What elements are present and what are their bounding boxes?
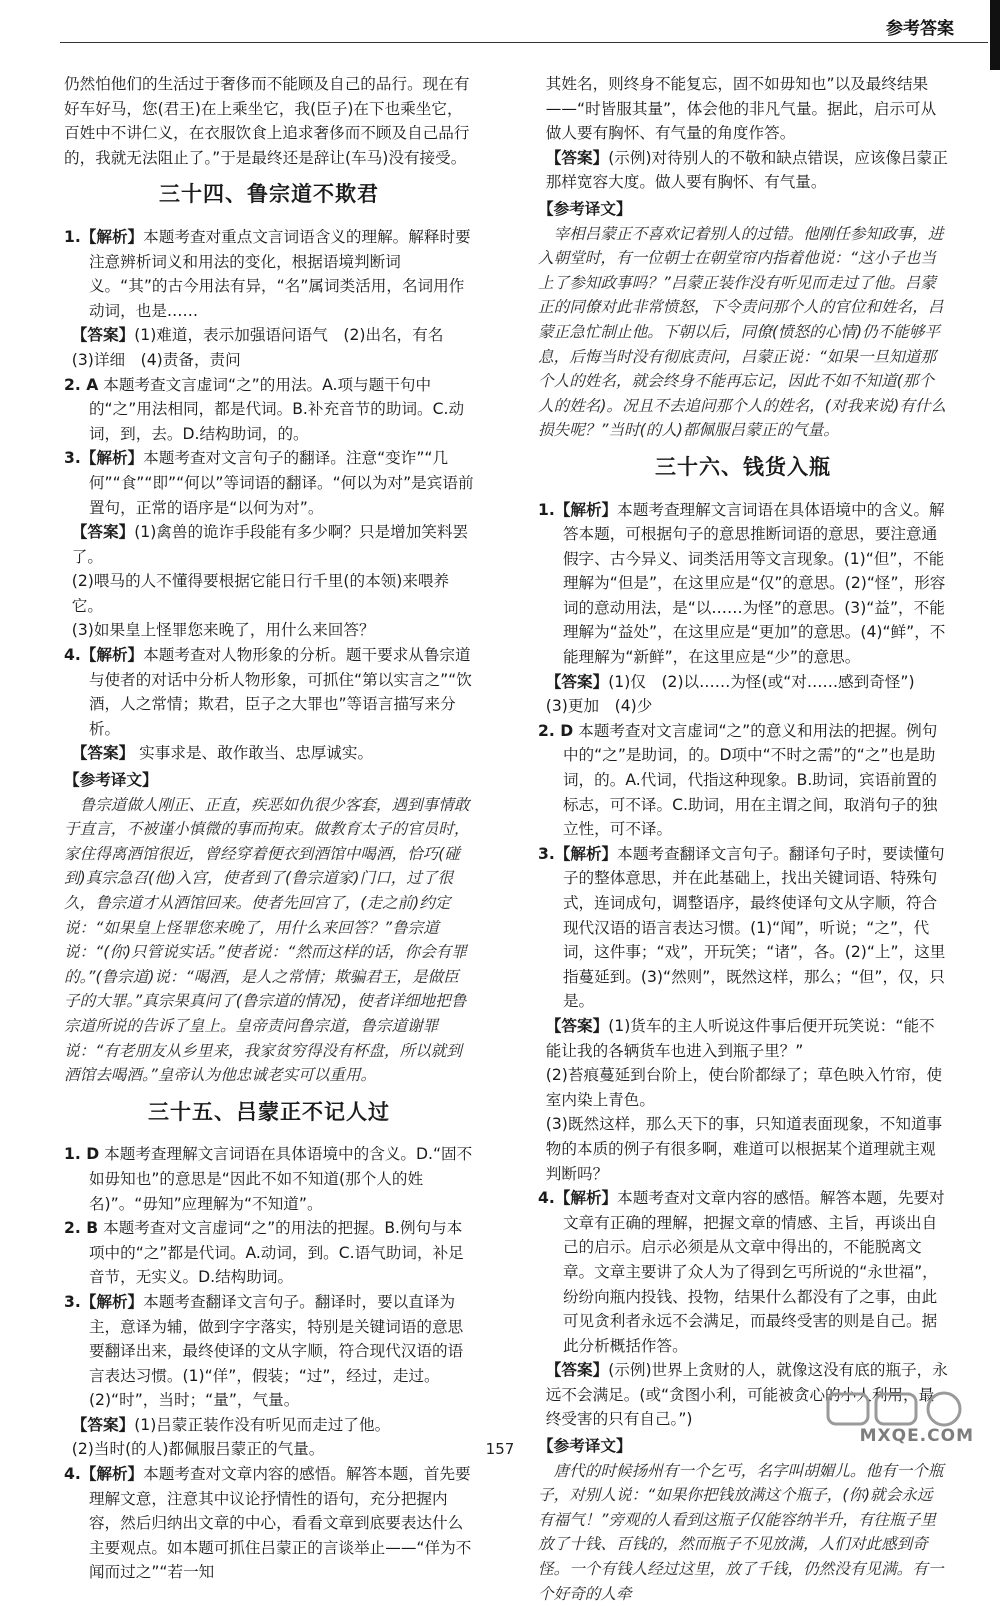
s35-q4-answer: [538, 146, 948, 195]
s36-q3-tag: 3.【解析】: [538, 844, 618, 863]
section-36-title: 三十六、钱货入瓶: [655, 454, 831, 479]
s36-q1-tag: 1.【解析】: [538, 500, 618, 519]
s34-q3-answer-3: (3)如果皇上怪罪您来晚了，用什么来回答？: [71, 621, 375, 640]
watermark-logo: [820, 1390, 980, 1448]
answer-text: 实事求是、敢作敢当、忠厚诚实。: [139, 744, 374, 763]
s35-translation: 宰相吕蒙正不喜欢记着别人的过错。他刚任参知政事，进入朝堂时，有一位朝士在朝堂帘内指着他说：“这小子也当上了参知政事吗？”吕蒙正装作没有听见而走过了他。吕蒙正的同僚对此非常愤怒，下令责问那个人的官位和姓名，吕蒙正急忙制止他。下朝以后，同僚(愤怒的心情)仍不能够平息，后悔当时没有彻底责问，吕蒙正说：“如果一旦知道那个人的姓名，就会终身不能再忘记，因此不如不知道(那个人的姓名)。况且不去追问那个人的姓名，(对我来说)有什么损失呢？”当时(的人)都佩服吕蒙正的气量。: [538, 224, 947, 440]
s35-translation-tag: 【参考译文】: [538, 199, 632, 218]
s35-q1-tag: 1. D: [64, 1145, 100, 1164]
carryover-paragraph: 仍然怕他们的生活过于奢侈而不能顾及自己的品行。现在有好车好马，您(君王)在上乘坐它，我(臣子)在下也乘坐它，百姓中不讲仁义，在衣服饮食上追求奢侈而不顾及自己品行的，我就无法阻止了。”于是最终还是辞让(车马)没有接受。: [64, 75, 470, 167]
s34-q1-answer-cont: (3)详细 (4)责备，责问: [71, 350, 241, 369]
s36-q4-tag: 4.【解析】: [538, 1189, 618, 1208]
s36-q2-text: 本题考查对文言虚词“之”的意义和用法的把握。例句中的“之”是助词，的。D项中“不时之需”的“之”也是助词，的。A.代词，代指这种现象。B.助词，宾语前置的标志，可不译。C.助词，用在主谓之间，取消句子的独立性，可不译。: [562, 721, 938, 839]
header-label: 参考答案: [886, 19, 954, 39]
s34-q2-tag: 2. A: [64, 375, 99, 394]
s36-q3-answer-2: (2)苔痕蔓延到台阶上，使台阶都绿了；草色映入竹帘，使室内染上青色。: [545, 1066, 943, 1109]
s34-q4: [64, 643, 474, 741]
s36-q1-text: 本题考查理解文言词语在具体语境中的含义。解答本题，可根据句子的意思推断词语的意思，要注意通假字、古今异义、词类活用等文言现象。(1)“但”，不能理解为“但是”，在这里应是“仅”的意思。(2)“怪”，形容词的意动用法，是“以……为怪”的意思。(3)“益”，不能理解为“益处”，在这里应是“更加”的意思。(4)“鲜”，不能理解为“新鲜”，在这里应是“少”的意思。: [562, 500, 946, 667]
s36-q3-text: 本题考查翻译文言句子。翻译句子时，要读懂句子的整体意思，并在此基础上，找出关键词语、特殊句式，连词成句，调整语序，最终使译句文从字顺，符合现代汉语的语言表达习惯。(1)“闻”，听说；“之”，代词，这件事；“戏”，开玩笑；“诸”，各。(2)“上”，这里指蔓延到。(3)“然则”，既然这样，那么；“但”，仅，只是。: [562, 844, 946, 1011]
s34-q3-answer: [64, 520, 474, 569]
s34-q1-tag: 1.【解析】: [64, 227, 144, 246]
answer-text: (1)货车的主人听说这件事后便开玩笑说：“能不能让我的各辆货车也进入到瓶子里？”: [545, 1016, 935, 1060]
s34-q1: [64, 225, 474, 323]
left-column: [64, 72, 474, 1585]
s35-q1-text: 本题考查理解文言词语在具体语境中的含义。D.“固不如毋知也”的意思是“因此不如不知道(那个人的姓名)”。“毋知”应理解为“不知道”。: [88, 1145, 473, 1213]
s35-q4-text: 本题考查对文章内容的感悟。解答本题，首先要理解文意，注意其中议论抒情性的语句，充分把握内容，然后归纳出文章的中心，看看文章到底要表达什么主要观点。如本题可抓住吕蒙正的言谈举止——“佯为不闻而过之”“若一知: [88, 1465, 472, 1582]
s36-q2: [538, 719, 948, 842]
page-edge-tab: [990, 0, 1000, 70]
s34-translation-tag: 【参考译文】: [64, 771, 158, 790]
s36-translation: 唐代的时候扬州有一个乞丐，名字叫胡媚儿。他有一个瓶子，对别人说：“如果你把钱放满这个瓶子，(你)就会永远有福气！”旁观的人看到这瓶子仅能容纳半升，有往瓶子里放了十钱、百钱的，然而瓶子不见放满，人们对此感到奇怪。一个有钱人经过这里，放了千钱，仍然没有见满。有一个好奇的人牵: [538, 1461, 944, 1603]
answer-tag: 【答案】: [71, 523, 135, 542]
s36-q3-answer: [538, 1014, 948, 1063]
s35-q3-tag: 3.【解析】: [64, 1292, 144, 1311]
s34-q3-tag: 3.【解析】: [64, 449, 144, 468]
s35-q2-tag: 2. B: [64, 1219, 99, 1238]
answer-tag: 【答案】: [545, 672, 609, 691]
answer-tag: 【答案】: [545, 148, 609, 167]
s35-q4-tag: 4.【解析】: [64, 1465, 144, 1484]
s34-q2: [64, 373, 474, 447]
s36-q4-text: 本题考查对文章内容的感悟。解答本题，先要对文章有正确的理解，把握文章的情感、主旨，再谈出自己的启示。启示必须是从文章中得出的，不能脱离文章。文章主要讲了众人为了得到乞丐所说的“永世福”，纷纷向瓶内投钱、投物，结果什么都没有了之事，由此可见贪利者永远不会满足，而最终受害的则是自己。据此分析概括作答。: [562, 1189, 945, 1355]
answer-tag: 【答案】: [545, 1361, 609, 1380]
s35-q3-answer-2: (2)当时(的人)都佩服吕蒙正的气量。: [71, 1440, 325, 1459]
section-35-title: 三十五、吕蒙正不记人过: [148, 1099, 390, 1124]
answer-tag: 【答案】: [71, 1415, 135, 1434]
s36-q3: [538, 842, 948, 1014]
s34-q4-answer: [64, 741, 474, 766]
s34-q4-tag: 4.【解析】: [64, 646, 144, 665]
s34-q3: [64, 446, 474, 520]
s35-q3-text: 本题考查翻译文言句子。翻译时，要以直译为主，意译为辅，做到字字落实，特别是关键词语的意思要翻译出来，最终使译的文从字顺，符合现代汉语的语言表达习惯。(1)“佯”，假装；“过”，经过，走过。(2)“时”，当时；“量”，气量。: [88, 1292, 464, 1410]
answer-text: (1)吕蒙正装作没有听见而走过了他。: [134, 1415, 391, 1434]
answer-text: (1)仅 (2)以……为怪(或“对……感到奇怪”): [608, 672, 915, 691]
answer-text: (1)禽兽的诡诈手段能有多少啊？只是增加笑料罢了。: [71, 523, 469, 566]
s35-q3: [64, 1290, 474, 1413]
answer-tag: 【答案】: [71, 744, 135, 763]
s35-q2: [64, 1216, 474, 1290]
s36-q1-answer: [538, 670, 948, 695]
s35-q1: [64, 1142, 474, 1216]
s35-q2-text: 本题考查对文言虚词“之”的用法的把握。B.例句与本项中的“之”都是代词。A.动词，到。C.语气助词，补足音节，无实义。D.结构助词。: [88, 1219, 464, 1287]
s36-q4: [538, 1186, 948, 1358]
s34-q4-text: 本题考查对人物形象的分析。题干要求从鲁宗道与使者的对话中分析人物形象，可抓住“第以实言之”“饮酒，人之常情；欺君，臣子之大罪也”等语言描写来分析。: [88, 646, 472, 738]
s34-q3-answer-2: (2)喂马的人不懂得要根据它能日行千里(的本领)来喂养它。: [71, 572, 450, 615]
s35-q4: [64, 1462, 474, 1585]
s36-q1-answer-cont: (3)更加 (4)少: [545, 697, 653, 716]
s34-q2-text: 本题考查文言虚词“之”的用法。A.项与题干句中的“之”用法相同，都是代词。B.补充音节的助词。C.动词，到，去。D.结构助词，的。: [88, 375, 465, 443]
s35-q4-continued: 其姓名，则终身不能复忘，固不如毋知也”以及最终结果——“时皆服其量”，体会他的非凡气量。据此，启示可从做人要有胸怀、有气量的角度作答。: [545, 75, 937, 143]
s34-translation: 鲁宗道做人刚正、正直，疾恶如仇很少客套，遇到事情敢于直言，不被谨小慎微的事而拘束。做教育太子的官员时，家住得离酒馆很近，曾经穿着便衣到酒馆中喝酒，恰巧(碰到)真宗急召(他)入宫，使者到了(鲁宗道家)门口，过了很久，鲁宗道才从酒馆回来。使者先回宫了，(走之前)约定说：“如果皇上怪罪您来晚了，用什么来回答？”鲁宗道说：“(你)只管说实话。”使者说：“然而这样的话，你会有罪的。”(鲁宗道)说：“喝酒，是人之常情；欺骗君王，是做臣子的大罪。”真宗果真问了(鲁宗道的情况)，使者详细地把鲁宗道所说的告诉了皇上。皇帝责问鲁宗道，鲁宗道谢罪说：“有老朋友从乡里来，我家贫穷得没有杯盘，所以就到酒馆去喝酒。”皇帝认为他忠诚老实可以重用。: [64, 795, 470, 1085]
s34-q1-answer: [64, 323, 474, 348]
s34-q3-text: 本题考查对文言句子的翻译。注意“变诈”“几何”“食”“即”“何以”等词语的翻译。“何以为对”是宾语前置句，正常的语序是“以何为对”。: [88, 449, 474, 517]
right-column: [538, 72, 948, 1606]
section-34-title: 三十四、鲁宗道不欺君: [159, 182, 379, 207]
s35-q3-answer: [64, 1413, 474, 1438]
answer-text: (示例)世界上贪财的人，就像这没有底的瓶子，永远不会满足。(或“贪图小利，可能被贪心的小人利用，最终受害的只有自己。”): [545, 1361, 948, 1429]
s36-q1: [538, 498, 948, 670]
s34-q1-text: 本题考查对重点文言词语含义的理解。解释时要注意辨析词义和用法的变化，根据语境判断词义。“其”的古今用法有异，“名”属词类活用，名词用作动词，也是……: [88, 227, 471, 320]
s36-q2-tag: 2. D: [538, 721, 574, 740]
answer-text: (1)难道，表示加强语问语气 (2)出名，有名: [134, 326, 444, 345]
page-number: 157: [485, 1440, 515, 1458]
answer-tag: 【答案】: [71, 326, 135, 345]
answer-tag: 【答案】: [545, 1016, 609, 1035]
header-rule: [60, 42, 988, 43]
s36-q3-answer-3: (3)既然这样，那么天下的事，只知道表面现象，不知道事物的本质的例子有很多啊，难道可以根据某个道理就主观判断吗？: [545, 1115, 943, 1183]
watermark-text: MXQE.COM: [859, 1426, 974, 1446]
answer-text: (示例)对待别人的不敬和缺点错误，应该像吕蒙正那样宽容大度。做人要有胸怀、有气量。: [545, 148, 948, 192]
s36-translation-tag: 【参考译文】: [538, 1437, 632, 1456]
